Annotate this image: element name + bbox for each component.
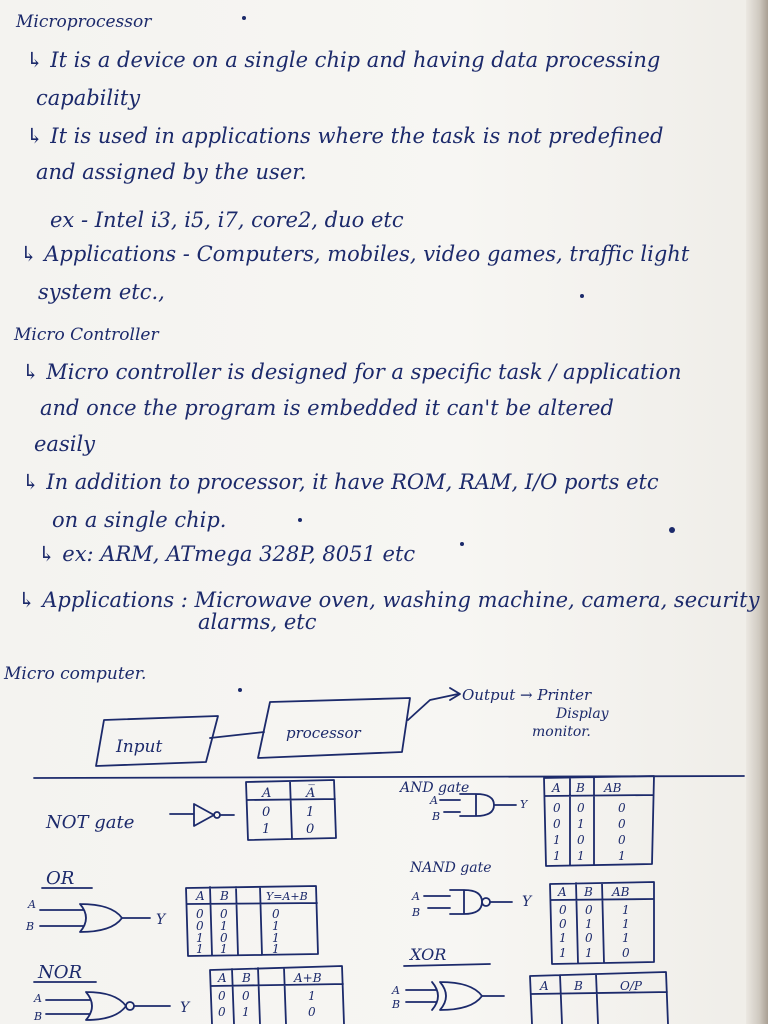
nor-header-a: A (218, 971, 227, 985)
nor-gate-symbol (46, 992, 170, 1020)
pen-dot (298, 518, 302, 522)
and-cell-r2c3: 0 (618, 817, 626, 831)
nor-cell-r2c3: 0 (308, 1005, 316, 1019)
or-cell-r2c1: 0 (196, 919, 204, 933)
microcontroller-point1-line1: ↳ Micro controller is designed for a specific task / application (22, 360, 682, 384)
microcontroller-point1-line3: easily (34, 432, 96, 456)
not-header-abar: A̅ (306, 786, 316, 801)
not-header-a: A (262, 786, 272, 801)
xor-input-b: B (392, 998, 401, 1011)
pen-dot (242, 16, 246, 20)
xor-input-a: A (392, 984, 400, 997)
or-cell-r4c3: 1 (272, 942, 280, 956)
nand-cell-r4c1: 1 (559, 946, 567, 960)
and-cell-r3c1: 1 (553, 833, 561, 847)
nor-cell-r1c3: 1 (308, 989, 316, 1003)
or-cell-r4c1: 1 (196, 942, 204, 956)
and-input-b: B (432, 810, 441, 823)
or-cell-r2c2: 1 (220, 919, 228, 933)
nor-cell-r1c2: 0 (242, 989, 250, 1003)
or-cell-r4c2: 1 (220, 942, 228, 956)
nand-header-ab: AB (612, 885, 630, 899)
or-output-y: Y (156, 912, 166, 928)
and-cell-r1c3: 0 (618, 801, 626, 815)
output-label: Output → Printer (462, 686, 592, 704)
or-input-b: B (26, 920, 35, 933)
pen-dot (669, 527, 675, 533)
xor-header-a: A (540, 979, 549, 993)
nand-cell-r2c2: 1 (585, 917, 593, 931)
and-cell-r1c2: 0 (577, 801, 585, 815)
input-box-label: Input (116, 737, 163, 757)
xor-gate-symbol (406, 982, 504, 1010)
heading-microcontroller: Micro Controller (14, 325, 159, 345)
and-cell-r4c3: 1 (618, 849, 626, 863)
not-truth-table (246, 780, 336, 840)
nor-gate-bubble (126, 1002, 134, 1010)
or-cell-r1c3: 0 (272, 907, 280, 921)
not-cell-r1c2: 1 (306, 805, 315, 820)
not-gate-symbol (170, 804, 234, 826)
pen-dot (580, 294, 584, 298)
microcontroller-applications-line2: alarms, etc (198, 610, 317, 634)
pen-dot (238, 688, 242, 692)
microprocessor-applications-line1: ↳ Applications - Computers, mobiles, video games, traffic light (20, 242, 690, 266)
nor-input-a: A (34, 992, 42, 1005)
nand-header-b: B (584, 885, 593, 899)
nand-cell-r1c1: 0 (559, 903, 567, 917)
nand-input-a: A (412, 890, 420, 903)
nand-cell-r3c3: 1 (622, 931, 630, 945)
nor-cell-r2c1: 0 (218, 1005, 226, 1019)
or-header-b: B (220, 889, 229, 903)
input-to-processor-line (210, 732, 264, 738)
heading-microcomputer: Micro computer. (4, 664, 147, 684)
not-gate-title: NOT gate (46, 812, 135, 833)
and-gate-symbol (440, 794, 516, 816)
nand-gate-symbol (424, 890, 512, 914)
nand-cell-r2c1: 0 (559, 917, 567, 931)
microcontroller-point2-line1: ↳ In addition to processor, it have ROM, RAM, I/O ports etc (22, 470, 659, 494)
output-display-label: Display (556, 706, 609, 722)
or-header-y: Y=A+B (266, 890, 308, 903)
nor-output-y: Y (180, 1000, 190, 1016)
xor-header-b: B (574, 979, 583, 993)
microprocessor-point2-line2: and assigned by the user. (36, 160, 307, 184)
nand-output-y: Y (522, 894, 532, 910)
not-cell-r2c2: 0 (306, 822, 315, 837)
microcontroller-point2-line2: on a single chip. (52, 508, 227, 532)
and-input-a: A (430, 794, 438, 807)
not-gate-bubble (214, 812, 220, 818)
nand-cell-r1c3: 1 (622, 903, 630, 917)
nor-header-y: A+B (294, 971, 322, 985)
nor-gate-title: NOR (38, 962, 83, 983)
and-header-b: B (576, 781, 585, 795)
not-cell-r1c1: 0 (262, 805, 271, 820)
and-gate-title: AND gate (400, 780, 470, 796)
nand-cell-r4c2: 1 (585, 946, 593, 960)
and-cell-r2c1: 0 (553, 817, 561, 831)
nand-header-a: A (558, 885, 567, 899)
microprocessor-point1-line1: ↳ It is a device on a single chip and having data processing (26, 48, 661, 72)
and-cell-r3c2: 0 (577, 833, 585, 847)
or-input-a: A (28, 898, 36, 911)
nor-truth-table (210, 966, 344, 1024)
and-cell-r4c1: 1 (553, 849, 561, 863)
pen-dot (460, 542, 464, 546)
microprocessor-point1-line2: capability (36, 86, 141, 110)
or-header-a: A (196, 889, 205, 903)
and-header-a: A (552, 781, 561, 795)
output-monitor-label: monitor. (532, 724, 591, 740)
nor-header-b: B (242, 971, 251, 985)
nand-gate-bubble (482, 898, 490, 906)
processor-to-output-arrow (408, 694, 458, 720)
nand-input-b: B (412, 906, 421, 919)
or-gate-symbol (40, 904, 150, 932)
xor-title-underline (404, 964, 490, 966)
nand-cell-r2c3: 1 (622, 917, 630, 931)
or-cell-r3c3: 1 (272, 931, 280, 945)
not-cell-r2c1: 1 (262, 822, 271, 837)
or-cell-r2c3: 1 (272, 919, 280, 933)
microcontroller-point1-line2: and once the program is embedded it can't be altered (40, 396, 614, 420)
nor-cell-r2c2: 1 (242, 1005, 250, 1019)
nand-cell-r4c3: 0 (622, 946, 630, 960)
xor-gate-title: XOR (410, 945, 447, 964)
microprocessor-applications-line2: system etc., (38, 280, 165, 304)
and-cell-r4c2: 1 (577, 849, 585, 863)
and-cell-r3c3: 0 (618, 833, 626, 847)
microcontroller-example: ↳ ex: ARM, ATmega 328P, 8051 etc (38, 542, 416, 566)
nand-cell-r3c2: 0 (585, 931, 593, 945)
or-cell-r3c2: 0 (220, 931, 228, 945)
or-cell-r1c2: 0 (220, 907, 228, 921)
nand-cell-r1c2: 0 (585, 903, 593, 917)
or-cell-r1c1: 0 (196, 907, 204, 921)
and-cell-r2c2: 1 (577, 817, 585, 831)
and-cell-r1c1: 0 (553, 801, 561, 815)
and-header-ab: AB (604, 781, 622, 795)
heading-microprocessor: Microprocessor (16, 12, 152, 32)
microprocessor-point2-line1: ↳ It is used in applications where the task is not predefined (26, 124, 664, 148)
nand-cell-r3c1: 1 (559, 931, 567, 945)
processor-box-label: processor (286, 724, 361, 742)
or-cell-r3c1: 1 (196, 931, 204, 945)
microcontroller-applications-line1: ↳ Applications : Microwave oven, washing machine, camera, security (18, 588, 760, 612)
nor-input-b: B (34, 1010, 43, 1023)
xor-header-op: O/P (620, 979, 642, 993)
and-output-y: Y (520, 798, 528, 811)
nor-cell-r1c1: 0 (218, 989, 226, 1003)
nand-gate-title: NAND gate (410, 860, 492, 876)
xor-truth-table (530, 972, 668, 1024)
or-gate-title: OR (46, 868, 75, 889)
microprocessor-example: ex - Intel i3, i5, i7, core2, duo etc (50, 208, 404, 232)
